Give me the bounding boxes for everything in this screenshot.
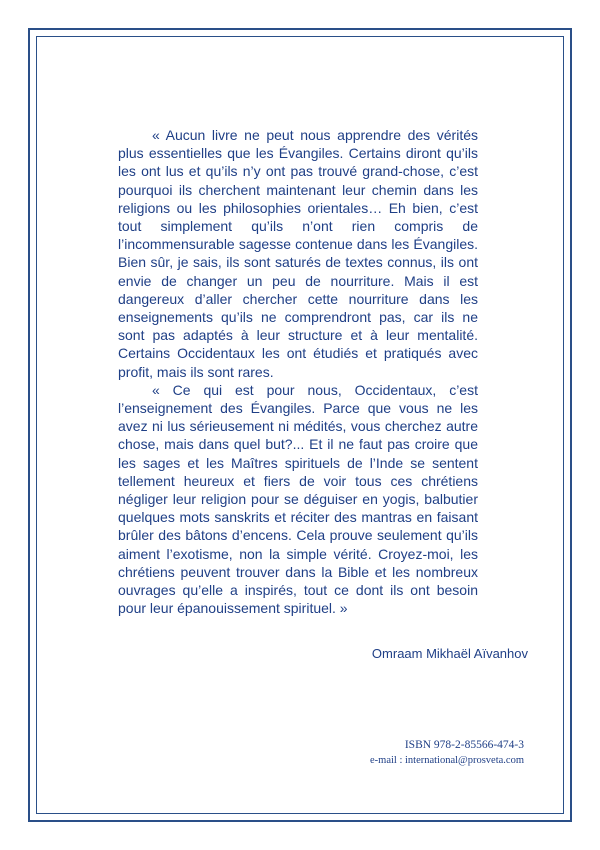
quote-paragraph-1: « Aucun livre ne peut nous apprendre des vérités plus essentielles que les Évangiles. Certains diront qu’ils les ont lus et qu’ils n’y ont pas trouvé grand-chose, c’est pourquoi ils cherchent maintenant leur chemin dans les religions ou les philosophies orientales… Eh bien, c’est tout simplement qu’ils n’ont rien compris de l’incommensurable sagesse contenue dans les Évangiles. Bien sûr, je sais, ils sont saturés de textes connus, ils ont envie de changer un peu de nourriture. Mais il est dangereux d’aller chercher cette nourriture dans les enseignements qu’ils ne comprendront pas, car ils ne sont pas adaptés à leur structure et à leur mentalité. Certains Occidentaux les ont étudiés et pratiqués avec profit, mais ils sont rares. bbox=[118, 127, 478, 380]
contact-email: e-mail : international@prosveta.com bbox=[370, 755, 524, 766]
author-signature: Omraam Mikhaël Aïvanhov bbox=[371, 646, 528, 661]
quote-paragraph-2: « Ce qui est pour nous, Occidentaux, c’est l’enseignement des Évangiles. Parce que vous ne les avez ni lus sérieusement ni médités, vous cherchez autre chose, mais dans quel but?... Et il ne faut pas croire que les sages et les Maîtres spirituels de l’Inde se sentent tellement heureux et fiers de voir tous ces chrétiens négliger leur religion pour se déguiser en yogis, balbutier quelques mots sanskrits et réciter des mantras en faisant brûler des bâtons d’encens. Cela prouve seulement qu’ils aiment l’exotisme, non la simple vérité. Croyez-moi, les chrétiens peuvent trouver dans la Bible et les nombreux ouvrages qu’elle a inspirés, tout ce dont ils ont besoin pour leur épanouissement spirituel. » bbox=[118, 381, 478, 617]
quote-text bbox=[118, 126, 478, 617]
isbn-number: ISBN 978-2-85566-474-3 bbox=[404, 739, 524, 751]
